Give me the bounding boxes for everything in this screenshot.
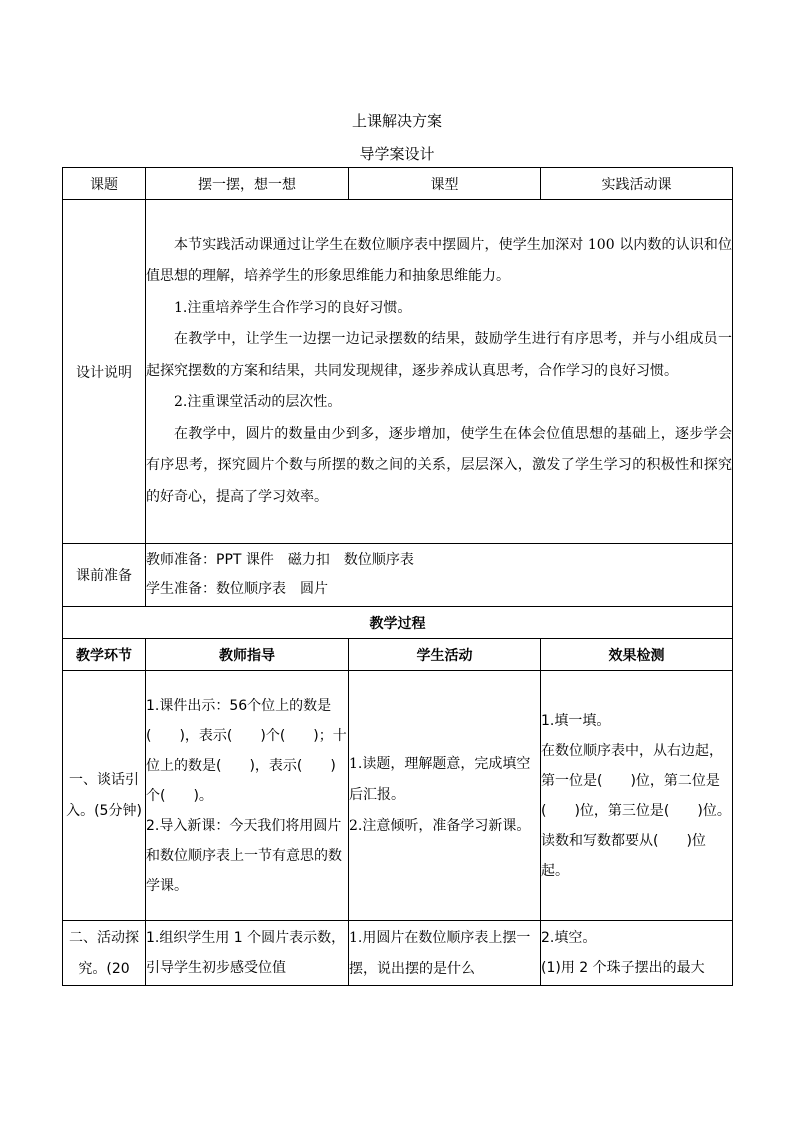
student-activity-item: 2.注意倾听，准备学习新课。 (349, 818, 531, 834)
design-paragraph: 2.注重课堂活动的层次性。 (174, 394, 342, 411)
effect-check-item: 1.填一填。 (541, 712, 611, 729)
effect-check-item: 在数位顺序表中，从右边起，第一位是( )位，第二位是( )位，第三位是( )位。读数和写数都要从( )位起。 (541, 742, 731, 879)
teacher-guidance-item: 2.导入新课：今天我们将用圆片和数位顺序表上一节有意思的数学课。 (146, 817, 342, 894)
process-row (63, 921, 733, 986)
teacher-guidance-item: 1.课件出示：56个位上的数是( )，表示( )个( )；十位上的数是( )，表示( )个( )。 (146, 697, 347, 804)
type-value: 实践活动课 (541, 168, 733, 200)
design-paragraph: 在教学中，让学生一边摆一边记录摆数的结果，鼓励学生进行有序思考，并与小组成员一起探究摆数的方案和结果，共同发现规律，逐步养成认真思考，合作学习的良好习惯。 (146, 331, 732, 379)
header-teacher: 教师指导 (146, 639, 349, 671)
effect-check-cell (541, 671, 733, 921)
process-title-row (63, 607, 733, 639)
topic-label: 课题 (63, 168, 146, 200)
teacher-prep: 教师准备：PPT 课件 磁力扣 数位顺序表 (146, 552, 414, 568)
process-header-row (63, 639, 733, 671)
student-activity-item: 1.用圆片在数位顺序表上摆一摆，说出摆的是什么 (349, 930, 531, 977)
student-prep: 学生准备：数位顺序表 圆片 (146, 581, 328, 597)
document-subtitle: 导学案设计 (359, 145, 435, 163)
header-check: 效果检测 (541, 639, 733, 671)
prep-label: 课前准备 (63, 544, 146, 607)
lesson-plan-table (62, 167, 733, 986)
effect-check-item: (1)用 2 个珠子摆出的最大 (541, 960, 705, 976)
student-activity-cell (349, 921, 541, 986)
design-label: 设计说明 (63, 200, 146, 544)
topic-value: 摆一摆，想一想 (146, 168, 349, 200)
design-row (63, 200, 733, 544)
header-student: 学生活动 (349, 639, 541, 671)
student-activity-cell (349, 671, 541, 921)
info-row (63, 168, 733, 200)
stage-cell: 二、活动探究。(20 (63, 921, 146, 986)
design-description (146, 200, 733, 544)
header-stage: 教学环节 (63, 639, 146, 671)
teacher-guidance-item: 1.组织学生用 1 个圆片表示数，引导学生初步感受位值 (146, 930, 346, 976)
prep-row (63, 544, 733, 607)
prep-content (146, 544, 733, 607)
teacher-guidance-cell (146, 671, 349, 921)
effect-check-item: 2.填空。 (541, 930, 597, 946)
effect-check-cell (541, 921, 733, 986)
stage-cell: 一、谈话引入。(5分钟) (63, 671, 146, 921)
design-paragraph: 在教学中，圆片的数量由少到多，逐步增加，使学生在体会位值思想的基础上，逐步学会有序思考，探究圆片个数与所摆的数之间的关系，层层深入，激发了学生学习的积极性和探究的好奇心，提高了学习效率。 (146, 425, 732, 505)
design-paragraph: 本节实践活动课通过让学生在数位顺序表中摆圆片，使学生加深对 100 以内数的认识和位值思想的理解，培养学生的形象思维能力和抽象思维能力。 (146, 236, 732, 285)
document-title: 上课解决方案 (351, 112, 442, 130)
process-row (63, 671, 733, 921)
process-title: 教学过程 (63, 607, 733, 639)
teacher-guidance-cell (146, 921, 349, 986)
design-paragraph: 1.注重培养学生合作学习的良好习惯。 (174, 299, 412, 316)
type-label: 课型 (349, 168, 541, 200)
student-activity-item: 1.读题，理解题意，完成填空后汇报。 (349, 756, 531, 803)
